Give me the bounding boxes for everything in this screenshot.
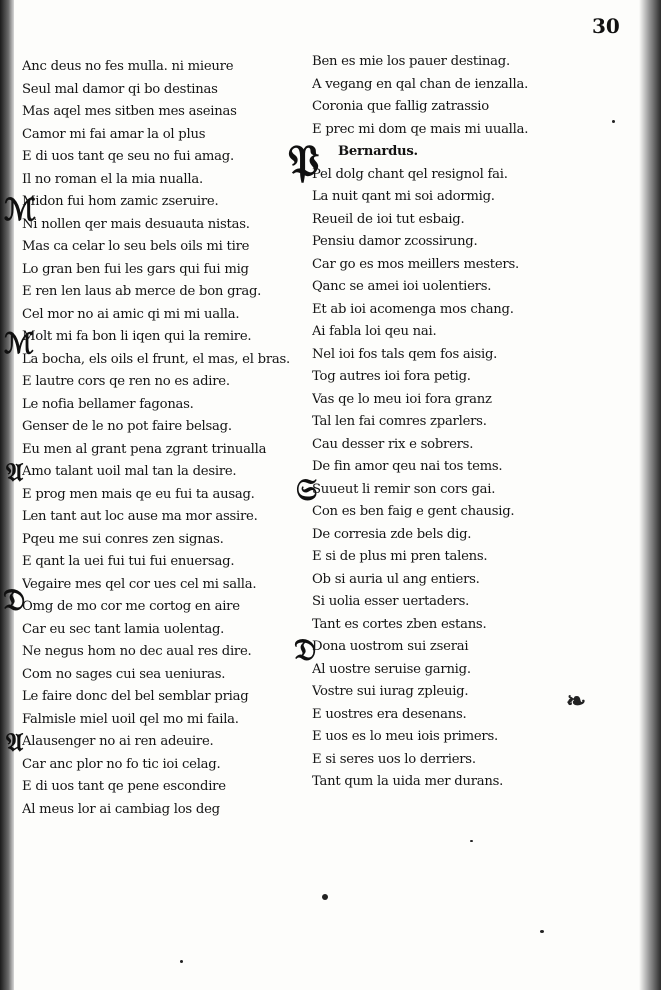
- verse-line: Tog autres ioi fora petig.: [312, 369, 471, 384]
- verse-line: Nel ioi fos tals qem fos aisig.: [312, 346, 498, 362]
- verse-line: Pensiu damor zcossirung.: [312, 234, 478, 249]
- initial-p-ornament: 𝔓: [288, 136, 320, 187]
- verse-line: A vegang en qal chan de ienzalla.: [312, 76, 529, 92]
- initial-d-ornament: 𝔇: [3, 583, 26, 618]
- verse-line: Il no roman el la mia nualla.: [22, 171, 203, 187]
- verse-line: Coronia que fallig zatrassio: [312, 99, 489, 114]
- verse-line: Falmisle miel uoil qel mo mi faila.: [22, 711, 239, 727]
- initial-s-ornament: 𝔖: [296, 473, 318, 508]
- verse-line: Tant es cortes zben estans.: [312, 616, 487, 632]
- right-column: [312, 51, 594, 794]
- verse-line: E prog men mais qe eu fui ta ausag.: [22, 486, 255, 502]
- verse-line: E si seres uos lo derriers.: [312, 751, 476, 767]
- verse-line: Anc deus no fes mulla. ni mieure: [22, 59, 234, 74]
- verse-line: Le faire donc del bel semblar priag: [22, 689, 249, 704]
- page-spine-shadow: [0, 0, 14, 990]
- initial-m-ornament: ℳ: [4, 193, 37, 228]
- verse-line: E si de plus mi pren talens.: [312, 549, 488, 564]
- verse-line: Vegaire mes qel cor ues cel mi salla.: [22, 576, 257, 592]
- verse-line: E di uos tant qe pene escondire: [22, 779, 226, 794]
- verse-line: E prec mi dom qe mais mi uualla.: [312, 121, 529, 137]
- verse-line: Qanc se amei ioi uolentiers.: [312, 279, 492, 294]
- verse-line: Alausenger no ai ren adeuire.: [22, 734, 214, 749]
- verse-line: Tal len fai comres zparlers.: [312, 414, 487, 429]
- verse-line: Cel mor no ai amic qi mi mi ualla.: [22, 306, 240, 322]
- paper-speck: [612, 120, 615, 123]
- initial-a-ornament: 𝔄: [6, 728, 24, 758]
- verse-line: Vas qe lo meu ioi fora granz: [312, 391, 492, 407]
- rubric-heading: Bernardus.: [338, 144, 418, 159]
- verse-line: Ben es mie los pauer destinag.: [312, 54, 510, 69]
- paper-speck: [180, 960, 183, 963]
- verse-line: Cau desser rix e sobrers.: [312, 436, 474, 452]
- verse-line: Com no sages cui sea ueniuras.: [22, 666, 226, 682]
- verse-line: De fin amor qeu nai tos tems.: [312, 459, 503, 474]
- verse-line: Midon fui hom zamic zseruire.: [22, 194, 219, 209]
- folio-number: 30: [592, 14, 620, 38]
- initial-a-ornament: 𝔄: [6, 458, 24, 488]
- verse-line: E lautre cors qe ren no es adire.: [22, 374, 230, 389]
- verse-line: Len tant aut loc ause ma mor assire.: [22, 509, 258, 524]
- verse-line: Con es ben faig e gent chausig.: [312, 504, 515, 519]
- verse-line: E qant la uei fui tui fui enuersag.: [22, 554, 235, 569]
- verse-line: De corresia zde bels dig.: [312, 526, 472, 542]
- verse-line: Si uolia esser uertaders.: [312, 594, 470, 609]
- verse-line: Omg de mo cor me cortog en aire: [22, 599, 240, 614]
- verse-line: Car go es mos meillers mesters.: [312, 256, 519, 272]
- verse-line: Mas aqel mes sitben mes aseinas: [22, 104, 237, 119]
- verse-line: Molt mi fa bon li iqen qui la remire.: [22, 329, 252, 344]
- verse-line: Ai fabla loi qeu nai.: [312, 324, 437, 339]
- verse-line: Car eu sec tant lamia uolentag.: [22, 621, 225, 637]
- page-edge-shadow: [639, 0, 661, 990]
- verse-line: Camor mi fai amar la ol plus: [22, 126, 206, 142]
- verse-line: Tant qum la uida mer durans.: [312, 774, 504, 789]
- verse-line: Et ab ioi acomenga mos chang.: [312, 301, 514, 317]
- verse-line: Eu men al grant pena zgrant trinualla: [22, 441, 267, 457]
- verse-line: Amo talant uoil mal tan la desire.: [22, 464, 237, 479]
- verse-line: Al meus lor ai cambiag los deg: [22, 801, 220, 817]
- paper-speck: [322, 894, 328, 900]
- verse-line: Seul mal damor qi bo destinas: [22, 81, 218, 97]
- left-column: [22, 56, 317, 821]
- initial-d-ornament: 𝔇: [294, 633, 317, 668]
- verse-line: Ob si auria ul ang entiers.: [312, 571, 480, 587]
- verse-line: La nuit qant mi soi adormig.: [312, 189, 495, 204]
- verse-line: E di uos tant qe seu no fui amag.: [22, 149, 234, 164]
- verse-line: Dona uostrom sui zserai: [312, 639, 469, 654]
- verse-line: Pel dolg chant qel resignol fai.: [312, 166, 508, 182]
- paper-speck: [470, 840, 473, 842]
- verse-line: E ren len laus ab merce de bon grag.: [22, 284, 262, 299]
- verse-line: Genser de le no pot faire belsag.: [22, 419, 232, 434]
- verse-line: Le nofia bellamer fagonas.: [22, 396, 194, 412]
- verse-line: E uos es lo meu iois primers.: [312, 729, 498, 744]
- verse-line: Al uostre seruise garnig.: [312, 661, 471, 677]
- verse-line: Ne negus hom no dec aual res dire.: [22, 644, 252, 659]
- verse-line: Pqeu me sui conres zen signas.: [22, 531, 224, 547]
- marginal-mark: ❧: [566, 686, 587, 715]
- verse-line: Mas ca celar lo seu bels oils mi tire: [22, 239, 250, 254]
- verse-line: Car anc plor no fo tic ioi celag.: [22, 756, 221, 772]
- verse-line: Vostre sui iurag zpleuig.: [312, 684, 469, 699]
- initial-m-ornament: ℳ: [4, 327, 34, 360]
- verse-line: Ni nollen qer mais desuauta nistas.: [22, 216, 250, 232]
- paper-speck: [540, 930, 544, 933]
- verse-line: Reueil de ioi tut esbaig.: [312, 211, 465, 227]
- verse-line: Lo gran ben fui les gars qui fui mig: [22, 261, 249, 277]
- verse-line: Suueut li remir son cors gai.: [312, 481, 496, 497]
- verse-line: La bocha, els oils el frunt, el mas, el bras.: [22, 351, 290, 367]
- verse-line: E uostres era desenans.: [312, 706, 467, 722]
